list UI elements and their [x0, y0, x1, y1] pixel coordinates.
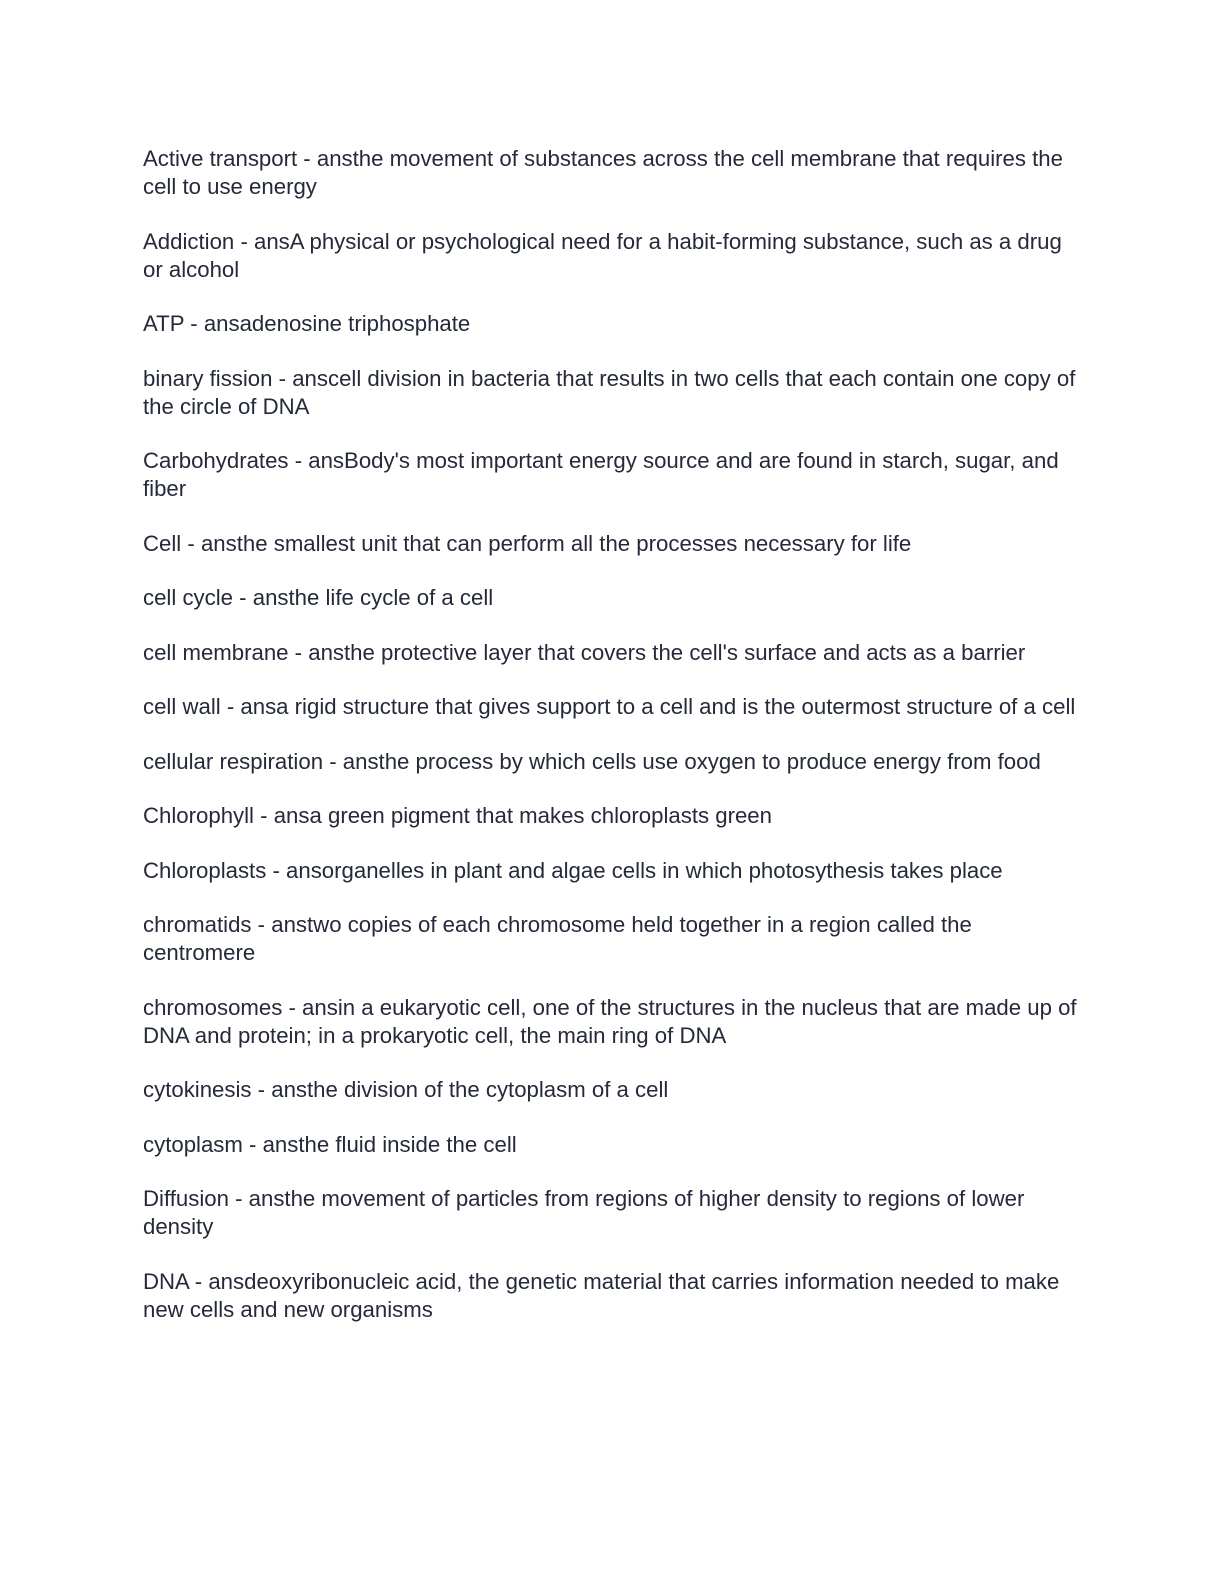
glossary-entry: cell membrane - ansthe protective layer that covers the cell's surface and acts as a barrier [143, 639, 1026, 665]
glossary-entry: binary fission - anscell division in bacteria that results in two cells that each contain one copy of the circle of DNA [143, 365, 1076, 419]
glossary-entry: cytokinesis - ansthe division of the cytoplasm of a cell [143, 1077, 669, 1102]
glossary-list [143, 145, 1078, 1350]
glossary-entry: chromosomes - ansin a eukaryotic cell, one of the structures in the nucleus that are made up of DNA and protein; in a prokaryotic cell, the main ring of DNA [143, 994, 1077, 1048]
glossary-entry: Chloroplasts - ansorganelles in plant and algae cells in which photosythesis takes place [143, 857, 1003, 883]
glossary-entry: ATP - ansadenosine triphosphate [143, 311, 471, 336]
glossary-entry: Addiction - ansA physical or psychological need for a habit-forming substance, such as a drug or alcohol [143, 228, 1062, 282]
glossary-entry: cell wall - ansa rigid structure that gives support to a cell and is the outermost structure of a cell [143, 694, 1076, 719]
glossary-entry: cytoplasm - ansthe fluid inside the cell [143, 1131, 517, 1157]
glossary-entry: Carbohydrates - ansBody's most important energy source and are found in starch, sugar, and fiber [143, 448, 1059, 501]
glossary-entry: chromatids - anstwo copies of each chromosome held together in a region called the centromere [143, 912, 972, 965]
glossary-entry: Active transport - ansthe movement of substances across the cell membrane that requires the cell to use energy [143, 146, 1063, 199]
glossary-entry: cellular respiration - ansthe process by which cells use oxygen to produce energy from food [143, 748, 1041, 774]
glossary-entry: cell cycle - ansthe life cycle of a cell [143, 585, 494, 610]
glossary-entry: Cell - ansthe smallest unit that can perform all the processes necessary for life [143, 530, 912, 556]
glossary-entry: Chlorophyll - ansa green pigment that makes chloroplasts green [143, 803, 772, 828]
glossary-entry: DNA - ansdeoxyribonucleic acid, the genetic material that carries information needed to make new cells and new organisms [143, 1268, 1060, 1322]
glossary-entry: Diffusion - ansthe movement of particles from regions of higher density to regions of lower density [143, 1186, 1025, 1239]
